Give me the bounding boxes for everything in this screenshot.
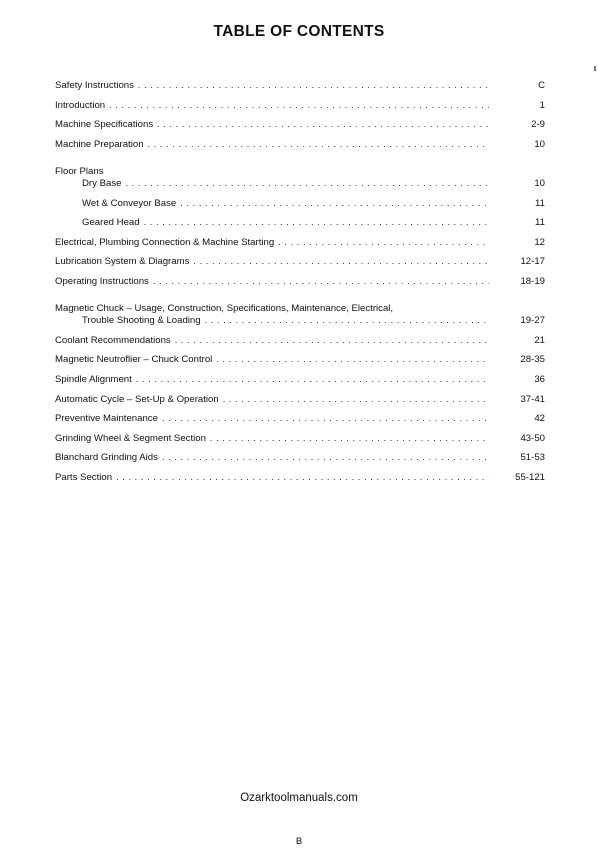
toc-entry-page: 1 — [539, 99, 545, 111]
toc-entry-label: Operating Instructions — [55, 275, 149, 287]
dot-leader — [175, 331, 489, 351]
toc-entry-magnetic-chuck — [55, 292, 545, 315]
toc-entry-page: 36 — [534, 373, 545, 385]
toc-entry-page: 43-50 — [520, 432, 545, 444]
toc-entry-label: Machine Preparation — [55, 138, 144, 150]
dot-leader — [216, 350, 489, 370]
dot-leader — [108, 154, 489, 174]
toc-entry-magnetic-neutroflier — [55, 350, 545, 370]
toc-entry-page: 55-121 — [515, 471, 545, 483]
toc-entry-label: Grinding Wheel & Segment Section — [55, 432, 206, 444]
toc-entry-blanchard-grinding-aids — [55, 448, 545, 468]
dot-leader — [138, 76, 489, 96]
toc-entry-coolant-recommendations — [55, 331, 545, 351]
dot-leader — [144, 213, 489, 233]
toc-entry-label: Parts Section — [55, 471, 113, 483]
toc-entry-page: 42 — [534, 413, 545, 425]
toc-entry-parts-section — [55, 468, 545, 488]
toc-entry-lubrication-system — [55, 252, 545, 272]
table-of-contents — [55, 76, 545, 487]
toc-entry-label: Machine Specifications — [55, 119, 154, 131]
toc-entry-label: Blanchard Grinding Aids — [55, 452, 158, 464]
toc-entry-label: Dry Base — [82, 177, 122, 189]
dot-leader — [148, 135, 489, 155]
dot-leader — [180, 194, 489, 214]
toc-entry-label: Spindle Alignment — [55, 373, 132, 385]
toc-entry-label: Floor Plans — [55, 165, 104, 177]
dot-leader — [397, 292, 489, 312]
toc-entry-page: 11 — [535, 197, 545, 209]
scan-edge-mark — [594, 66, 596, 71]
toc-entry-label: Magnetic Neutroflier – Chuck Control — [55, 354, 213, 366]
toc-entry-page: 18-19 — [520, 275, 545, 287]
dot-leader — [153, 272, 489, 292]
dot-leader — [157, 115, 489, 135]
dot-leader — [205, 311, 489, 331]
page-number: B — [295, 836, 303, 847]
toc-entry-page: 10 — [534, 138, 545, 150]
toc-entry-electrical-plumbing — [55, 233, 545, 253]
toc-entry-safety-instructions — [55, 76, 545, 96]
dot-leader — [278, 233, 489, 253]
toc-entry-label: Coolant Recommendations — [55, 334, 171, 346]
dot-leader — [116, 468, 489, 488]
toc-entry-label: Geared Head — [82, 217, 140, 229]
page-title: TABLE OF CONTENTS — [213, 23, 385, 40]
toc-entry-grinding-wheel — [55, 429, 545, 449]
dot-leader — [162, 409, 489, 429]
footer-site-name: Ozarktoolmanuals.com — [240, 792, 358, 804]
toc-entry-machine-specifications — [55, 115, 545, 135]
toc-entry-page: 11 — [535, 217, 545, 229]
toc-entry-page: 12-17 — [520, 256, 545, 268]
toc-entry-dry-base — [55, 174, 545, 194]
toc-entry-page: 28-35 — [520, 354, 545, 366]
toc-entry-label: Preventive Maintenance — [55, 413, 158, 425]
toc-entry-label: Electrical, Plumbing Connection & Machine Starting — [55, 236, 275, 248]
toc-entry-page: 2-9 — [531, 119, 545, 131]
toc-entry-trouble-shooting — [55, 311, 545, 331]
toc-entry-preventive-maintenance — [55, 409, 545, 429]
dot-leader — [193, 252, 489, 272]
toc-entry-page: 10 — [534, 177, 545, 189]
toc-entry-label: Trouble Shooting & Loading — [82, 315, 201, 327]
toc-entry-label: Magnetic Chuck – Usage, Construction, Specifications, Maintenance, Electrical, — [55, 303, 394, 315]
toc-entry-floor-plans — [55, 154, 545, 177]
toc-entry-label: Wet & Conveyor Base — [82, 197, 177, 209]
dot-leader — [162, 448, 489, 468]
toc-entry-page: 21 — [534, 334, 545, 346]
toc-entry-geared-head — [55, 213, 545, 233]
toc-entry-page: 51-53 — [520, 452, 545, 464]
toc-entry-page: 12 — [534, 236, 545, 248]
toc-entry-spindle-alignment — [55, 370, 545, 390]
toc-entry-label: Introduction — [55, 99, 106, 111]
dot-leader — [210, 429, 489, 449]
toc-entry-operating-instructions — [55, 272, 545, 292]
toc-entry-introduction — [55, 96, 545, 116]
toc-entry-page: 37-41 — [520, 393, 545, 405]
toc-entry-page: 19-27 — [520, 315, 545, 327]
toc-entry-automatic-cycle — [55, 390, 545, 410]
dot-leader — [109, 96, 489, 116]
dot-leader — [223, 390, 489, 410]
toc-entry-label: Automatic Cycle – Set-Up & Operation — [55, 393, 219, 405]
toc-entry-label: Safety Instructions — [55, 80, 134, 91]
toc-entry-label: Lubrication System & Diagrams — [55, 256, 190, 268]
dot-leader — [125, 174, 489, 194]
toc-entry-page: C — [538, 80, 545, 91]
dot-leader — [136, 370, 489, 390]
toc-entry-machine-preparation — [55, 135, 545, 155]
toc-entry-wet-conveyor-base — [55, 194, 545, 214]
